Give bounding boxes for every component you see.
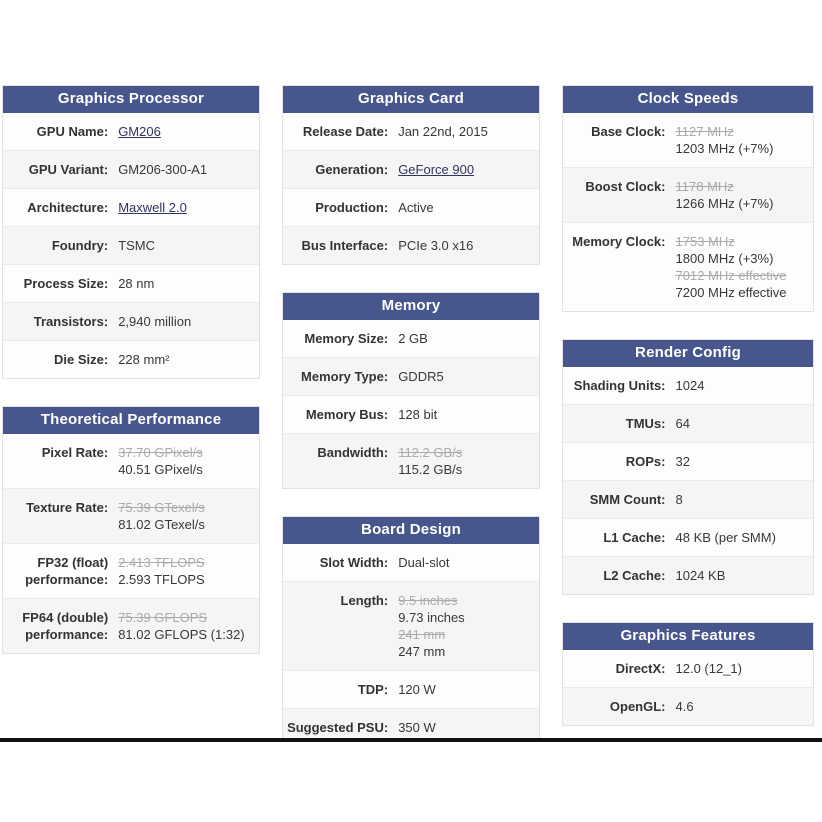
spec-row	[563, 556, 813, 594]
old-value-text: 112.2 GB/s	[398, 445, 463, 460]
spec-row	[283, 150, 539, 188]
value-text: 7200 MHz effective	[675, 285, 787, 300]
spec-value	[398, 237, 539, 254]
value-text: Active	[398, 200, 434, 215]
spec-row	[3, 113, 259, 150]
spec-value	[118, 123, 259, 140]
spec-label: Memory Size:	[304, 331, 389, 346]
spec-label: TDP:	[357, 682, 389, 697]
graphics-features-table	[562, 622, 814, 726]
spec-label: Release Date:	[302, 124, 389, 139]
old-value-text: 7012 MHz effective	[675, 268, 787, 283]
value-text: 4.6	[675, 699, 694, 714]
spec-label: Slot Width:	[319, 555, 389, 570]
value-text: 2.593 TFLOPS	[118, 572, 205, 587]
spec-value	[398, 406, 539, 423]
value-text: 115.2 GB/s	[398, 462, 463, 477]
spec-value	[118, 444, 259, 478]
spec-row	[283, 113, 539, 150]
value-text: 12.0 (12_1)	[675, 661, 742, 676]
spec-value	[676, 233, 814, 301]
spec-label: Foundry:	[51, 238, 109, 253]
spec-label: Production:	[315, 200, 389, 215]
spec-label: Generation:	[315, 162, 389, 177]
value-text: 81.02 GTexel/s	[118, 517, 205, 532]
spec-label: Memory Clock:	[572, 234, 666, 249]
table-title-graphics-processor: Graphics Processor	[3, 86, 259, 113]
spec-label: OpenGL:	[609, 699, 666, 714]
spec-value	[118, 237, 259, 254]
spec-label: ROPs:	[625, 454, 666, 469]
spec-label: L1 Cache:	[603, 530, 666, 545]
spec-value	[398, 719, 539, 736]
value-text: Jan 22nd, 2015	[398, 124, 488, 139]
spec-row	[3, 434, 259, 488]
table-rows	[3, 113, 259, 378]
spec-row	[283, 433, 539, 488]
old-value-text: 241 mm	[398, 627, 446, 642]
table-rows	[283, 320, 539, 488]
spec-label: FP32 (float) performance:	[25, 555, 109, 587]
spec-value	[676, 529, 814, 546]
spec-value	[676, 698, 814, 715]
spec-row	[563, 687, 813, 725]
old-value-text: 9.5 inches	[398, 593, 458, 608]
spec-row	[563, 222, 813, 311]
spec-value	[118, 275, 259, 292]
value-text: 1024	[675, 378, 705, 393]
spec-row	[283, 544, 539, 581]
spec-label: Shading Units:	[573, 378, 666, 393]
spec-label: TMUs:	[625, 416, 666, 431]
spec-value	[118, 161, 259, 178]
spec-row	[563, 367, 813, 404]
value-text: 128 bit	[398, 407, 438, 422]
old-value-text: 37.70 GPixel/s	[118, 445, 203, 460]
spec-row	[563, 518, 813, 556]
spec-row	[283, 226, 539, 264]
spec-row	[3, 340, 259, 378]
graphics-card-table	[282, 85, 540, 265]
spec-row	[563, 404, 813, 442]
spec-value	[118, 499, 259, 533]
spec-value	[118, 554, 259, 588]
value-text: 1024 KB	[675, 568, 726, 583]
spec-label: Length:	[340, 593, 389, 608]
spec-row	[3, 543, 259, 598]
value-text: PCIe 3.0 x16	[398, 238, 474, 253]
spec-label: Texture Rate:	[26, 500, 109, 515]
table-title-board-design: Board Design	[283, 517, 539, 544]
spec-row	[3, 302, 259, 340]
value-text: GDDR5	[398, 369, 444, 384]
value-text: 32	[675, 454, 690, 469]
spec-label: FP64 (double) performance:	[22, 610, 109, 642]
theoretical-performance-table	[2, 406, 260, 654]
spec-label: Bus Interface:	[301, 238, 389, 253]
column-middle	[282, 85, 540, 738]
table-rows	[563, 367, 813, 594]
table-title-clock-speeds: Clock Speeds	[563, 86, 813, 113]
spec-value	[118, 351, 259, 368]
value-text: 228 mm²	[118, 352, 170, 367]
spec-row	[283, 357, 539, 395]
spec-label: GPU Variant:	[28, 162, 109, 177]
table-title-graphics-features: Graphics Features	[563, 623, 813, 650]
spec-value	[676, 377, 814, 394]
table-rows	[563, 113, 813, 311]
table-rows	[3, 434, 259, 653]
old-value-text: 2.413 TFLOPS	[118, 555, 205, 570]
spec-value	[676, 415, 814, 432]
table-rows	[283, 544, 539, 738]
spec-value	[398, 444, 539, 478]
value-text: 1266 MHz (+7%)	[675, 196, 774, 211]
spec-link[interactable]: GM206	[118, 124, 161, 139]
spec-row	[3, 188, 259, 226]
value-text: 1800 MHz (+3%)	[675, 251, 774, 266]
spec-value	[398, 368, 539, 385]
spec-value	[676, 453, 814, 470]
spec-row	[3, 264, 259, 302]
value-text: GM206-300-A1	[118, 162, 208, 177]
value-text: Dual-slot	[398, 555, 450, 570]
spec-row	[3, 150, 259, 188]
column-right	[562, 85, 814, 738]
spec-row	[563, 650, 813, 687]
spec-value	[398, 554, 539, 571]
spec-value	[676, 123, 814, 157]
old-value-text: 1127 MHz	[675, 124, 734, 139]
value-text: 9.73 inches	[398, 610, 465, 625]
spec-link[interactable]: Maxwell 2.0	[118, 200, 187, 215]
render-config-table	[562, 339, 814, 595]
spec-value	[398, 681, 539, 698]
viewport-bottom-edge	[0, 738, 822, 742]
old-value-text: 1178 MHz	[675, 179, 734, 194]
board-design-table	[282, 516, 540, 738]
value-text: 2,940 million	[118, 314, 192, 329]
spec-row	[563, 113, 813, 167]
value-text: 120 W	[398, 682, 436, 697]
column-left	[2, 85, 260, 681]
spec-row	[283, 708, 539, 738]
spec-label: Memory Type:	[301, 369, 389, 384]
spec-label: Suggested PSU:	[287, 720, 389, 735]
clock-speeds-table	[562, 85, 814, 312]
old-value-text: 75.39 GFLOPS	[118, 610, 208, 625]
table-rows	[563, 650, 813, 725]
value-text: 48 KB (per SMM)	[675, 530, 776, 545]
spec-row	[563, 480, 813, 518]
spec-row	[283, 395, 539, 433]
spec-value	[676, 567, 814, 584]
spec-value	[398, 199, 539, 216]
spec-row	[563, 442, 813, 480]
old-value-text: 75.39 GTexel/s	[118, 500, 205, 515]
value-text: 8	[675, 492, 683, 507]
spec-label: Bandwidth:	[317, 445, 389, 460]
value-text: 40.51 GPixel/s	[118, 462, 203, 477]
value-text: 2 GB	[398, 331, 428, 346]
spec-value	[676, 178, 814, 212]
spec-label: Architecture:	[27, 200, 109, 215]
spec-sheet-content	[0, 85, 822, 738]
spec-label: Boost Clock:	[585, 179, 666, 194]
spec-label: Die Size:	[54, 352, 109, 367]
table-rows	[283, 113, 539, 264]
table-title-theoretical-performance: Theoretical Performance	[3, 407, 259, 434]
spec-label: L2 Cache:	[603, 568, 666, 583]
spec-row	[563, 167, 813, 222]
value-text: 1203 MHz (+7%)	[675, 141, 774, 156]
spec-row	[283, 670, 539, 708]
table-title-graphics-card: Graphics Card	[283, 86, 539, 113]
spec-value	[676, 491, 814, 508]
spec-value	[118, 313, 259, 330]
graphics-processor-table	[2, 85, 260, 379]
spec-label: DirectX:	[615, 661, 666, 676]
spec-row	[283, 581, 539, 670]
table-title-memory: Memory	[283, 293, 539, 320]
spec-row	[3, 226, 259, 264]
spec-label: Process Size:	[23, 276, 109, 291]
value-text: 81.02 GFLOPS (1:32)	[118, 627, 245, 642]
spec-value	[398, 330, 539, 347]
spec-row	[3, 488, 259, 543]
memory-table	[282, 292, 540, 489]
spec-value	[676, 660, 814, 677]
value-text: 350 W	[398, 720, 436, 735]
spec-row	[3, 598, 259, 653]
old-value-text: 1753 MHz	[675, 234, 735, 249]
spec-value	[118, 609, 259, 643]
spec-value	[398, 161, 539, 178]
spec-label: SMM Count:	[589, 492, 666, 507]
spec-value	[398, 123, 539, 140]
spec-value	[118, 199, 259, 216]
spec-label: Memory Bus:	[305, 407, 389, 422]
value-text: TSMC	[118, 238, 156, 253]
spec-label: Pixel Rate:	[41, 445, 109, 460]
value-text: 64	[675, 416, 690, 431]
spec-label: Transistors:	[33, 314, 109, 329]
table-title-render-config: Render Config	[563, 340, 813, 367]
spec-row	[283, 188, 539, 226]
spec-link[interactable]: GeForce 900	[398, 162, 475, 177]
spec-row	[283, 320, 539, 357]
value-text: 28 nm	[118, 276, 155, 291]
spec-value	[398, 592, 539, 660]
spec-label: GPU Name:	[36, 124, 109, 139]
value-text: 247 mm	[398, 644, 446, 659]
spec-label: Base Clock:	[591, 124, 666, 139]
